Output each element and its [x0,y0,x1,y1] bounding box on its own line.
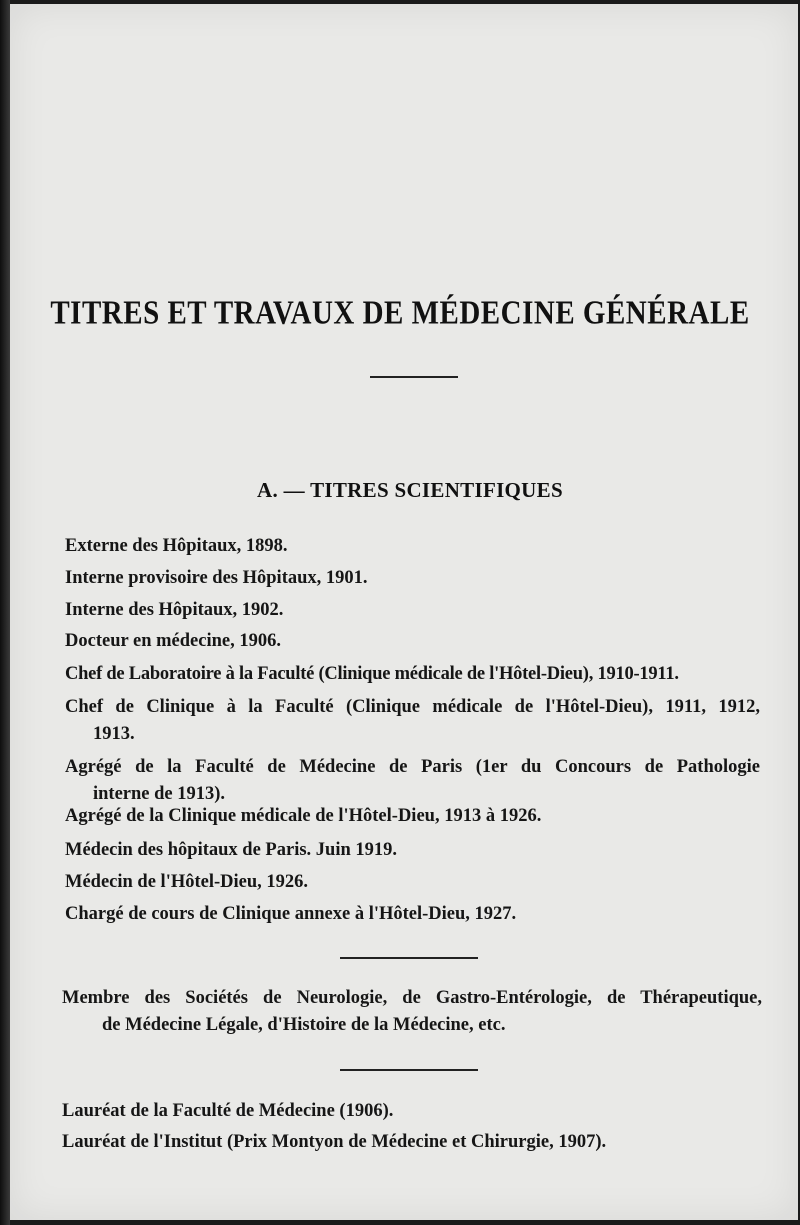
laureat-text: Lauréat de l'Institut (Prix Montyon de Médecine et Chirurgie, 1907). [62,1132,607,1152]
titre-text-continued: interne de 1913). [93,784,226,804]
titre-item [65,661,760,688]
section-heading: A. — TITRES SCIENTIFIQUES [257,478,563,502]
section-divider [340,957,478,959]
titre-item [65,597,760,624]
titre-item [65,754,760,808]
laureat-item [62,1098,757,1125]
titre-text: Interne provisoire des Hôpitaux, 1901. [65,568,368,588]
titre-text: Chef de Clinique à la Faculté (Clinique médicale de l'Hôtel-Dieu), 1911, 1912, [65,697,760,717]
laureat-text: Lauréat de la Faculté de Médecine (1906). [62,1101,394,1121]
titre-item [65,869,760,896]
titre-item [65,533,760,560]
title-divider [370,376,458,378]
titre-text: Externe des Hôpitaux, 1898. [65,536,288,556]
titre-text-continued: 1913. [93,724,135,744]
titre-item [65,628,760,655]
societes-paragraph [62,985,762,1039]
page-edge-shadow [0,0,10,1225]
titre-text: Chef de Laboratoire à la Faculté (Clinique médicale de l'Hôtel-Dieu), 1910-1911. [65,664,679,684]
titre-text: Agrégé de la Faculté de Médecine de Paris (1er du Concours de Pathologie [65,757,760,777]
laureat-item [62,1129,757,1156]
titre-text: Médecin de l'Hôtel-Dieu, 1926. [65,872,309,892]
titre-text: Chargé de cours de Clinique annexe à l'Hôtel-Dieu, 1927. [65,904,517,924]
page-title: TITRES ET TRAVAUX DE MÉDECINE GÉNÉRALE [50,294,750,332]
titre-item [65,694,760,748]
titre-text: Médecin des hôpitaux de Paris. Juin 1919. [65,840,397,860]
section-divider [340,1069,478,1071]
societes-text-continued: de Médecine Légale, d'Histoire de la Médecine, etc. [102,1015,506,1035]
titre-text: Interne des Hôpitaux, 1902. [65,600,284,620]
titre-item [65,803,760,830]
titre-item [65,565,760,592]
titre-text: Docteur en médecine, 1906. [65,631,281,651]
titre-item [65,837,760,864]
titre-item [65,901,760,928]
titre-text: Agrégé de la Clinique médicale de l'Hôtel-Dieu, 1913 à 1926. [65,806,542,826]
societes-text: Membre des Sociétés de Neurologie, de Gastro-Entérologie, de Thérapeutique, [62,988,762,1008]
